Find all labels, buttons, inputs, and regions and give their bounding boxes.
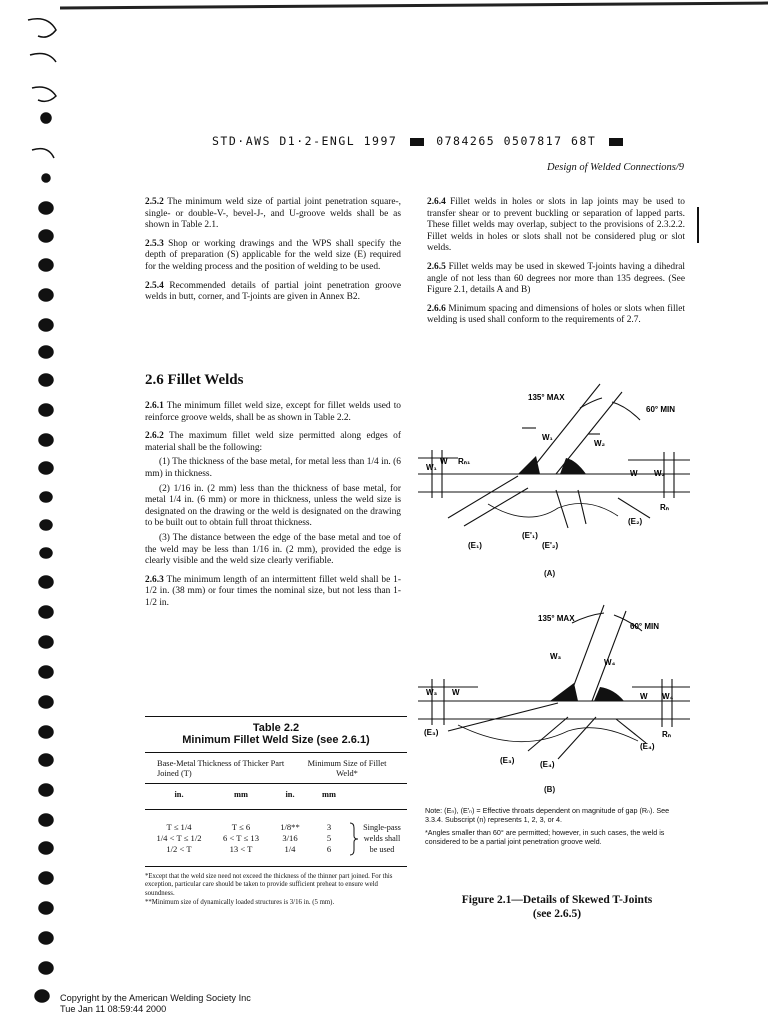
table-title: Table 2.2 [252, 722, 300, 734]
table-rule [145, 809, 407, 810]
table-rule [145, 783, 407, 784]
fig-b-e4-lower: (E₄) [540, 760, 555, 769]
fig-b-w4-right: W₄ [662, 692, 674, 701]
right-column-top [427, 197, 685, 334]
table-footnote-2: **Minimum size of dynamically loaded structures is 3/16 in. (5 mm). [145, 899, 335, 907]
fig-a-e1p: (E'₁) [522, 531, 538, 540]
figure-caption-title: Figure 2.1—Details of Skewed T-Joints [461, 894, 653, 906]
fig-b-w3: W₃ [550, 652, 562, 661]
paragraph-2-6-3: 2.6.3 The minimum length of an intermittent fillet weld shall be 1-1/2 in. (38 mm) or four times the nominal size, but not less than 1-1/2 in. [145, 574, 401, 608]
fig-a-rn1: Rₙ₁ [458, 457, 471, 466]
fig-b-w-right: W [640, 692, 648, 701]
single-pass-note: Single-pass welds shall be used [363, 823, 401, 854]
top-edge-line [60, 2, 768, 10]
fig-a-angle-min: 60° MIN [646, 405, 675, 414]
table-row: 1/4 < T ≤ 1/2 6 < T ≤ 13 3/16 5 [156, 833, 332, 843]
print-timestamp: Tue Jan 11 08:59:44 2000 [60, 1004, 167, 1014]
fig-b-rn: Rₙ [662, 730, 671, 739]
paragraph-2-6-6: 2.6.6 Minimum spacing and dimensions of holes or slots when fillet welding is used shall conform to the requirements of 2.7. [427, 303, 685, 326]
fig-a-e2p: (E'₂) [542, 541, 559, 550]
block-mark [410, 138, 424, 146]
paragraph-2-6-1: 2.6.1 The minimum fillet weld size, except for fillet welds used to reinforce groove welds, shall be as shown in Table 2.2. [145, 401, 401, 423]
paragraph-2-6-4: 2.6.4 Fillet welds in holes or slots in lap joints may be used to transfer shear or to prevent buckling or separation of lapped parts. These fillet welds may overlap, subject to the provisions of 2.3.2.2. Fillet welds in holes or slots shall not be considered plug or slot welds. [427, 197, 685, 254]
fig-a-w2: W₂ [594, 439, 606, 448]
detail-b-label: (B) [544, 785, 556, 794]
paragraph-2-5-3: 2.5.3 Shop or working drawings and the WPS shall specify the depth of preparation (S) applicable for the weld size (E) required for the welding process and the position of welding to be used. [145, 238, 401, 272]
table-body [145, 822, 407, 856]
table-row: 1/2 < T 13 < T 1/4 6 [166, 844, 332, 854]
figure-note-2: *Angles smaller than 60° are permitted; however, in such cases, the weld is considered to be a partial joint penetration groove weld. [425, 828, 665, 846]
brace-icon [349, 822, 359, 856]
figure-caption-ref: (see 2.6.5) [532, 908, 582, 920]
paragraph-2-6-2-item-3: (3) The distance between the edge of the base metal and toe of the weld may be less than 1/16 in. (2 mm), provided the edge is clearly visible and the weld size clearly verifiable. [145, 532, 401, 567]
paragraph-2-5-2: 2.5.2 The minimum weld size of partial joint penetration square-, single- or double-V-, bevel-J-, and U-groove welds shall be as shown in Table 2.1. [145, 197, 401, 231]
fig-b-w-left: W [452, 688, 460, 697]
fig-b-e3-lower: (E₃) [500, 756, 515, 765]
figure-caption [427, 893, 687, 921]
section-title: 2.6 Fillet Welds [145, 372, 244, 388]
table-rows [145, 822, 349, 856]
fig-a-w-left: W [440, 457, 448, 466]
fig-b-angle-max: 135° MAX [538, 614, 575, 623]
table-top-rule [145, 716, 407, 717]
fig-b-e4: (E₄) [640, 742, 655, 751]
document-code: STD·AWS D1·2-ENGL 1997 [212, 134, 398, 148]
fig-b-w4: W₄ [604, 658, 616, 667]
paragraph-2-5-4: 2.5.4 Recommended details of partial joint penetration groove welds in butt, corner, and T-joints are given in Annex B2. [145, 280, 402, 303]
table-2-2 [145, 716, 407, 908]
change-bar [697, 207, 699, 243]
table-bottom-rule [145, 866, 407, 867]
fig-a-w1-left: W₁ [426, 463, 437, 472]
unit-mm-weld: mm [322, 790, 336, 799]
running-head: Design of Welded Connections/9 [547, 162, 684, 173]
paragraph-2-6-2-item-2: (2) 1/16 in. (2 mm) less than the thickness of base metal, for metal 1/4 in. (6 mm) or more in thickness, unless the weld size is designated on the drawing or the weld is designated on the drawing to be built out to obtain full throat thickness. [145, 483, 401, 529]
block-mark [609, 138, 623, 146]
paragraph-2-6-5: 2.6.5 Fillet welds may be used in skewed T-joints having a dihedral angle of not less than 60 degrees nor more than 135 degrees. (See Figure 2.1, details A and B) [427, 261, 686, 296]
unit-in-weld: in. [285, 790, 295, 799]
fig-a-angle-max: 135° MAX [528, 393, 565, 402]
figure-note-1: Note: (Eₙ), (E'ₙ) = Effective throats dependent on magnitude of gap (Rₙ). See 3.3.4. Subscript (n) represents 1, 2, 3, or 4. [425, 806, 670, 824]
table-units [145, 790, 407, 799]
binding-marks [18, 0, 78, 1024]
figure-detail-a [418, 378, 690, 588]
figure-notes [425, 806, 687, 850]
table-footnote-1: *Except that the weld size need not exceed the thickness of the thinner part joined. For this exception, particular care should be taken to provide sufficient preheat to ensure weld soundness. [145, 873, 393, 897]
fig-a-e1: (E₁) [468, 541, 482, 550]
copyright-footer [60, 993, 251, 1015]
fig-a-w1: W₁ [542, 433, 553, 442]
unit-in: in. [174, 790, 184, 799]
detail-a-label: (A) [544, 569, 556, 578]
document-code-header [212, 134, 627, 148]
fig-a-rn: Rₙ [660, 503, 669, 512]
figure-detail-b [418, 595, 690, 800]
table-header [145, 759, 407, 779]
table-rule [145, 752, 407, 753]
unit-mm: mm [234, 790, 248, 799]
left-column-fillet [145, 401, 401, 617]
document-code-number: 0784265 0507817 68T [436, 134, 597, 148]
table-subtitle: Minimum Fillet Weld Size (see 2.6.1) [182, 734, 370, 746]
paragraph-2-6-2: 2.6.2 The maximum fillet weld size permitted along edges of material shall be the following: [145, 431, 401, 453]
fig-b-w3-left: W₃ [426, 688, 438, 697]
col-head-min-size: Minimum Size of Fillet Weld* [307, 759, 387, 778]
fig-a-w2-right: W₂ [654, 469, 666, 478]
paragraph-2-6-2-item-1: (1) The thickness of the base metal, for metal less than 1/4 in. (6 mm) in thickness. [145, 457, 401, 479]
fig-a-e2: (E₂) [628, 517, 643, 526]
col-head-thickness: Base-Metal Thickness of Thicker Part Joined (T) [157, 759, 285, 778]
fig-b-angle-min: 60° MIN [630, 622, 659, 631]
table-row: T ≤ 1/4 T ≤ 6 1/8** 3 [166, 822, 332, 832]
left-column-top [145, 197, 401, 311]
fig-a-w-right: W [630, 469, 638, 478]
fig-b-e3: (E₃) [424, 728, 439, 737]
copyright-line: Copyright by the American Welding Society Inc [60, 993, 251, 1003]
